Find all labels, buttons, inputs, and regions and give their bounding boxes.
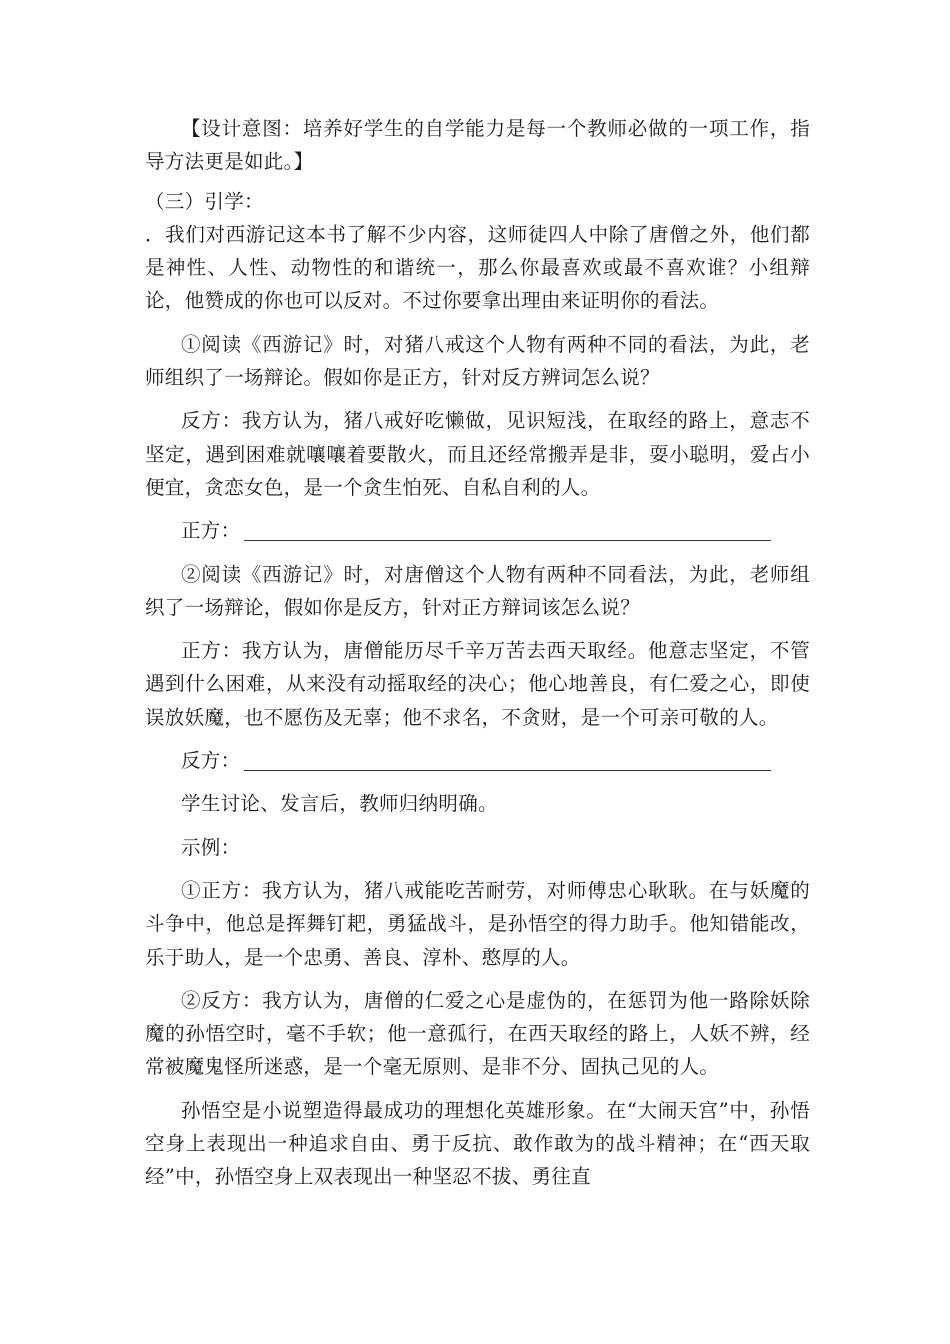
example-1: ①正方：我方认为，猪八戒能吃苦耐劳，对师傅忠心耿耿。在与妖魔的斗争中，他总是挥舞钉耙，勇猛战斗，是孙悟空的得力助手。他知错能改，乐于助人，是一个忠勇、善良、淳朴、憨厚的人。 <box>145 878 810 969</box>
question-1: ①阅读《西游记》时，对猪八戒这个人物有两种不同的看法，为此，老师组织了一场辩论。假如你是正方，针对反方辨词怎么说？ <box>145 332 810 390</box>
answer-label: 正方： <box>181 519 241 543</box>
question-2-answer <box>145 744 810 777</box>
section-heading: （三）引学： <box>145 189 264 213</box>
closing-paragraph: 孙悟空是小说塑造得最成功的理想化英雄形象。在“大闹天宫”中，孙悟空身上表现出一种追求自由、勇于反抗、敢作敢为的战斗精神；在“西天取经”中，孙悟空身上双表现出一种坚忍不拔、勇往直 <box>145 1098 810 1189</box>
document-page <box>145 112 810 1194</box>
example-2: ②反方：我方认为，唐僧的仁爱之心是虚伪的，在惩罚为他一路除妖除魔的孙悟空时，毫不手软；他一意孤行，在西天取经的路上，人妖不辨，经常被魔鬼怪所迷惑，是一个毫无原则、是非不分、固执己见的人。 <box>145 988 810 1079</box>
design-intent: 【设计意图：培养好学生的自学能力是每一个教师必做的一项工作，指导方法更是如此。】 <box>145 117 810 174</box>
summary-text: 学生讨论、发言后，教师归纳明确。 <box>181 792 498 816</box>
answer-blank-line[interactable] <box>244 518 771 541</box>
question-1-answer <box>145 514 810 547</box>
answer-blank-line[interactable] <box>244 748 771 771</box>
intro-paragraph: ．我们对西游记这本书了解不少内容，这师徒四人中除了唐僧之外，他们都是神性、人性、动物性的和谐统一，那么你最喜欢或最不喜欢谁？小组辩论，他赞成的你也可以反对。不过你要拿出理由来证明你的看法。 <box>145 222 810 313</box>
question-1-opponent: 反方：我方认为，猪八戒好吃懒做，见识短浅，在取经的路上，意志不坚定，遇到困难就嚷嚷着要散火，而且还经常搬弄是非，耍小聪明，爱占小便宜，贪恋女色，是一个贪生怕死、自私自利的人。 <box>145 409 810 499</box>
question-2: ②阅读《西游记》时，对唐僧这个人物有两种不同看法，为此，老师组织了一场辩论，假如你是反方，针对正方辩词该怎么说？ <box>145 562 810 619</box>
answer-label: 反方： <box>181 749 241 773</box>
example-label: 示例： <box>181 835 241 859</box>
question-2-opponent: 正方：我方认为，唐僧能历尽千辛万苦去西天取经。他意志坚定，不管遇到什么困难，从来没有动摇取经的决心；他心地善良，有仁爱之心，即使误放妖魔，也不愿伤及无辜；他不求名，不贪财，是一个可亲可敬的人。 <box>145 639 810 729</box>
